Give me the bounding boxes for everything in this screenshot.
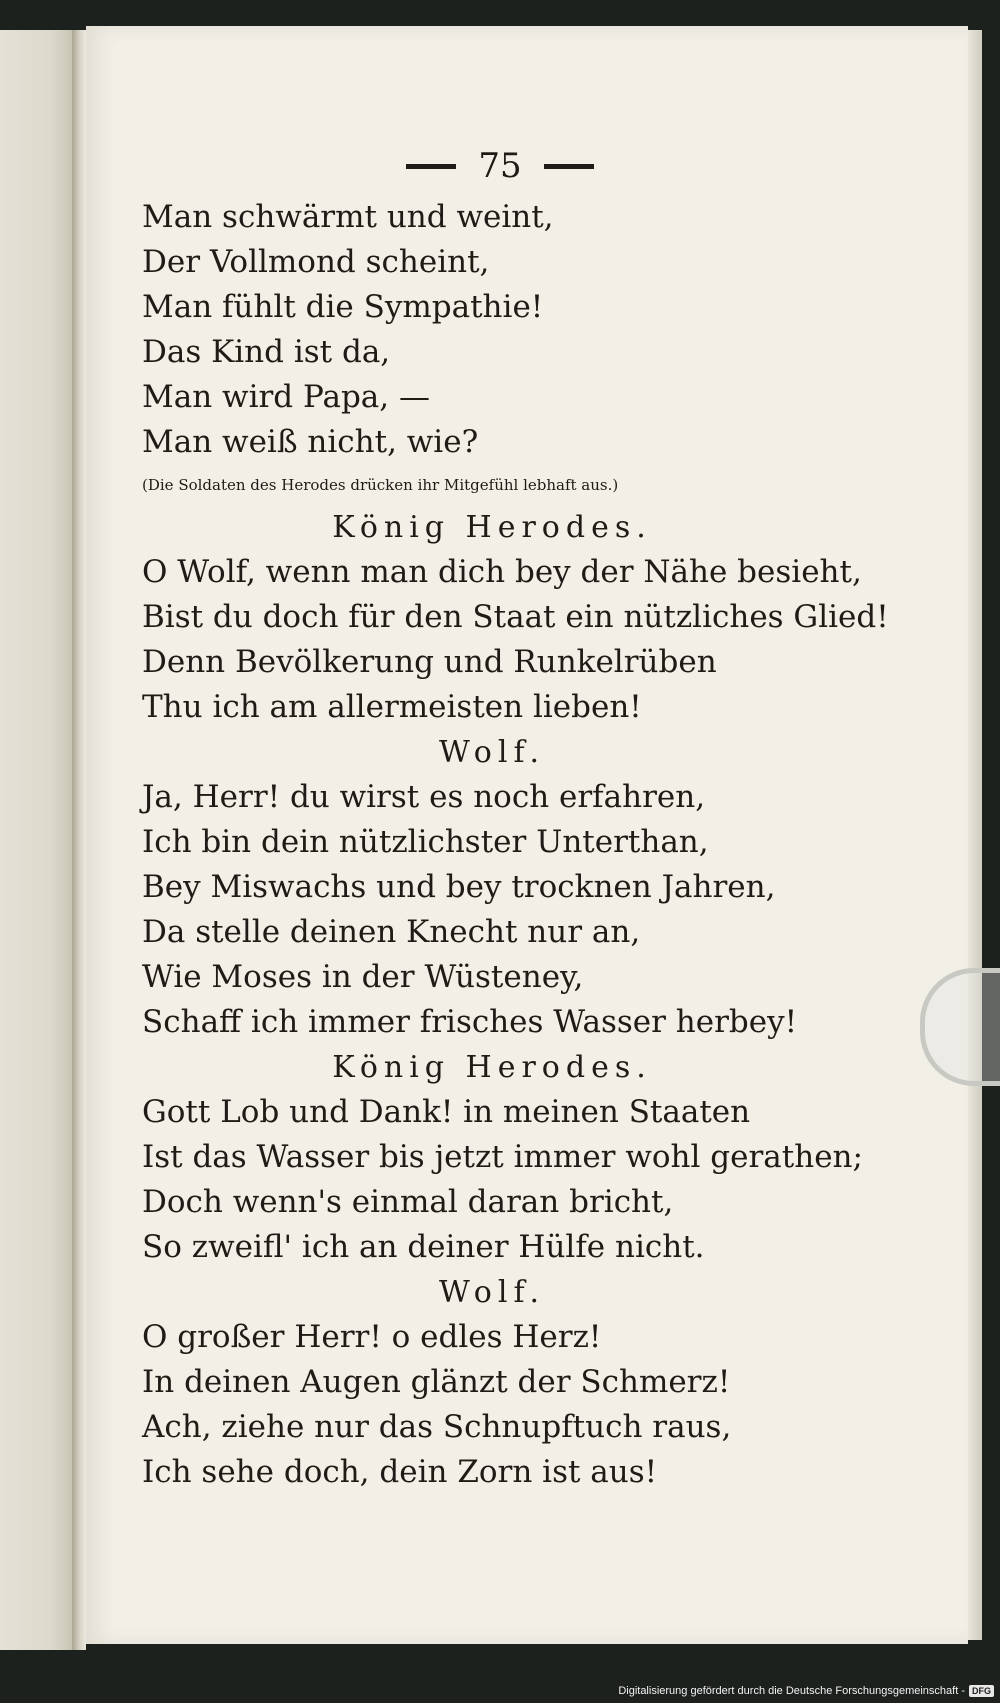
page-edge	[968, 30, 982, 1640]
verse-line: O großer Herr! o edles Herz!	[142, 1319, 602, 1355]
text-block	[142, 195, 889, 1495]
page-number	[380, 146, 620, 186]
page-number-value: 75	[478, 146, 522, 186]
verse-line: Wie Moses in der Wüsteney,	[142, 959, 584, 995]
verse-line: Bey Miswachs und bey trocknen Jahren,	[142, 869, 776, 905]
verse-line: Bist du doch für den Staat ein nützliches Glied!	[142, 599, 889, 635]
speaker-heading: König Herodes.	[332, 510, 652, 545]
page-number-dash-left	[406, 164, 456, 169]
verse-line: Ja, Herr! du wirst es noch erfahren,	[142, 779, 706, 815]
verse-line: Man fühlt die Sympathie!	[142, 289, 544, 325]
page-number-dash-right	[544, 164, 594, 169]
stage-direction: (Die Soldaten des Herodes drücken ihr Mitgefühl lebhaft aus.)	[142, 476, 619, 494]
verse-line: Der Vollmond scheint,	[142, 244, 490, 280]
verse-line: Doch wenn's einmal daran bricht,	[142, 1184, 674, 1220]
verse-line: Man wird Papa, —	[142, 379, 430, 415]
verse-line: Man weiß nicht, wie?	[142, 424, 479, 460]
footer-text: Digitalisierung gefördert durch die Deutsche Forschungsgemeinschaft -	[618, 1685, 965, 1697]
verse-line: Da stelle deinen Knecht nur an,	[142, 914, 641, 950]
speaker-heading: Wolf.	[438, 735, 546, 770]
verse-line: Ist das Wasser bis jetzt immer wohl gerathen;	[142, 1139, 863, 1175]
verse-line: Schaff ich immer frisches Wasser herbey!	[142, 1004, 798, 1040]
verse-line: So zweifl' ich an deiner Hülfe nicht.	[142, 1229, 705, 1265]
speaker-heading: Wolf.	[438, 1275, 546, 1310]
left-page	[0, 30, 74, 1650]
verse-line: O Wolf, wenn man dich bey der Nähe besieht,	[142, 554, 862, 590]
verse-line: Man schwärmt und weint,	[142, 199, 554, 235]
verse-line: Denn Bevölkerung und Runkelrüben	[142, 644, 717, 680]
verse-line: Gott Lob und Dank! in meinen Staaten	[142, 1094, 751, 1130]
verse-line: In deinen Augen glänzt der Schmerz!	[142, 1364, 731, 1400]
digitization-footer	[618, 1681, 994, 1701]
verse-line: Ich bin dein nützlichster Unterthan,	[142, 824, 709, 860]
verse-line: Ich sehe doch, dein Zorn ist aus!	[142, 1454, 658, 1490]
dfg-logo-icon: DFG	[969, 1685, 994, 1697]
speaker-heading: König Herodes.	[332, 1050, 652, 1085]
verse-line: Ach, ziehe nur das Schnupftuch raus,	[142, 1409, 732, 1445]
book-binding	[72, 30, 86, 1650]
verse-line: Thu ich am allermeisten lieben!	[142, 689, 642, 725]
verse-line: Das Kind ist da,	[142, 334, 391, 370]
